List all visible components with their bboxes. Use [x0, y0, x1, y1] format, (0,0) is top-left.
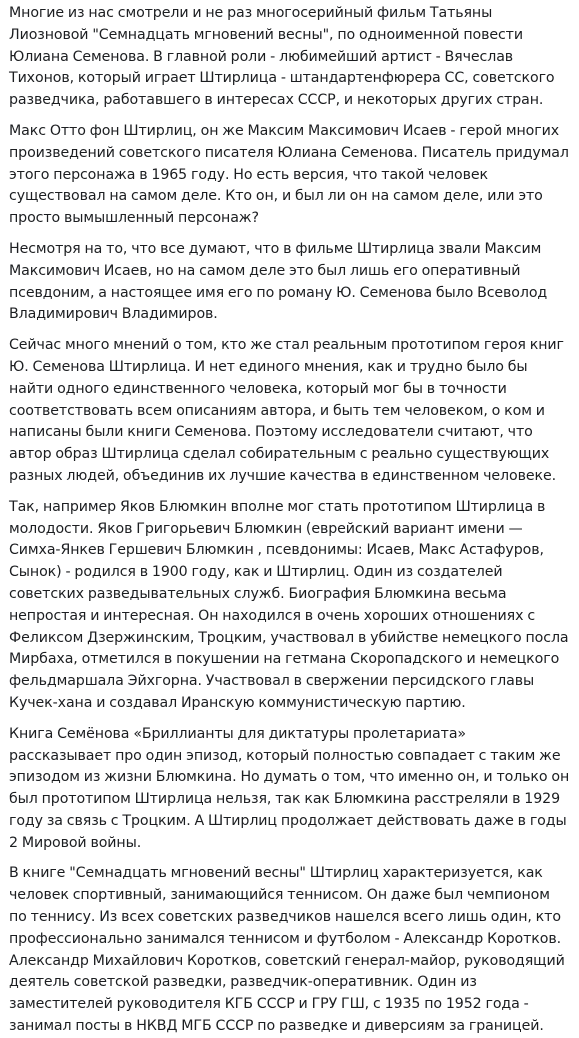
paragraph-real-name: Несмотря на то, что все думают, что в фильме Штирлица звали Максим Максимович Исаев, но на самом деле это был лишь его оперативный псевдоним, а настоящее имя его по роману Ю. Семенова было Всеволод Владимирович Владимиров. [9, 240, 548, 323]
paragraph-intro: Многие из нас смотрели и не раз многосерийный фильм Татьяны Лиозновой "Семнадцать мгновений весны", по одноименной повести Юлиана Семенова. В главной роли - любимейший артист - Вячеслав Тихонов, который играет Штирлица - штандартенфюрера СС, советского разведчика, работавшего в интересах СССР, и некоторых других стран. [9, 5, 555, 109]
paragraph-stirlitz-identity: Макс Отто фон Штирлиц, он же Максим Максимович Исаев - герой многих произведений советского писателя Юлиана Семенова. Писатель придумал этого персонажа в 1965 году. Но есть версия, что такой человек существовал на самом деле. Кто он, и был ли он на самом деле, или это просто вымышленный персонаж? [9, 122, 569, 227]
paragraph-prototype-opinions: Сейчас много мнений о том, кто же стал реальным прототипом героя книг Ю. Семенова Штирлица. И нет единого мнения, как и трудно было бы найти одного единственного человека, который мог бы в точности соответствовать всем описаниям автора, и быть тем человеком, о ком и написаны были книги Семенова. Поэтому исследователи считают, что автор образ Штирлица сделал собирательным с реально существующих разных людей, объединив их лучшие качества в единственном человеке. [9, 337, 564, 484]
paragraph-blumkin: Так, например Яков Блюмкин вполне мог стать прототипом Штирлица в молодости. Яков Григорьевич Блюмкин (еврейский вариант имени — Симха-Янкев Гершевич Блюмкин , псевдонимы: Исаев, Макс Астафуров, Сынок) - родился в 1900 году, как и Штирлиц. Один из создателей советских разведывательных служб. Биография Блюмкина весьма непростая и интересная. Он находился в очень хороших отношениях с Феликсом Дзержинским, Троцким, участвовал в убийстве немецкого посла Мирбаха, отметился в покушении на гетмана Скоропадского и немецкого фельдмаршала Эйхгорна. Участвовал в свержении персидского главы Кучек-хана и создавал Иранскую коммунистическую партию. [9, 498, 569, 711]
paragraph-book-diamonds: Книга Семёнова «Бриллианты для диктатуры пролетариата» рассказывает про один эпизод, который полностью совпадает с таким же эпизодом из жизни Блюмкина. Но думать о том, что именно он, и только он был прототипом Штирлица нельзя, так как Блюмкина расстреляли в 1929 году за связь с Троцким. А Штирлиц продолжает действовать даже в годы 2 Мировой войны. [9, 725, 570, 851]
paragraph-korotkov: В книге "Семнадцать мгновений весны" Штирлиц характеризуется, как человек спортивный, занимающийся теннисом. Он даже был чемпионом по теннису. Из всех советских разведчиков нашелся всего лишь один, кто профессионально занимался теннисом и футболом - Александр Коротков. Александр Михайлович Коротков, советский генерал-майор, руководящий деятель советской разведки, разведчик-оперативник. Один из заместителей руководителя КГБ СССР и ГРУ ГШ, с 1935 по 1952 года - занимал посты в НКВД МГБ СССР по разведке и диверсиям за границей. [9, 865, 565, 1035]
